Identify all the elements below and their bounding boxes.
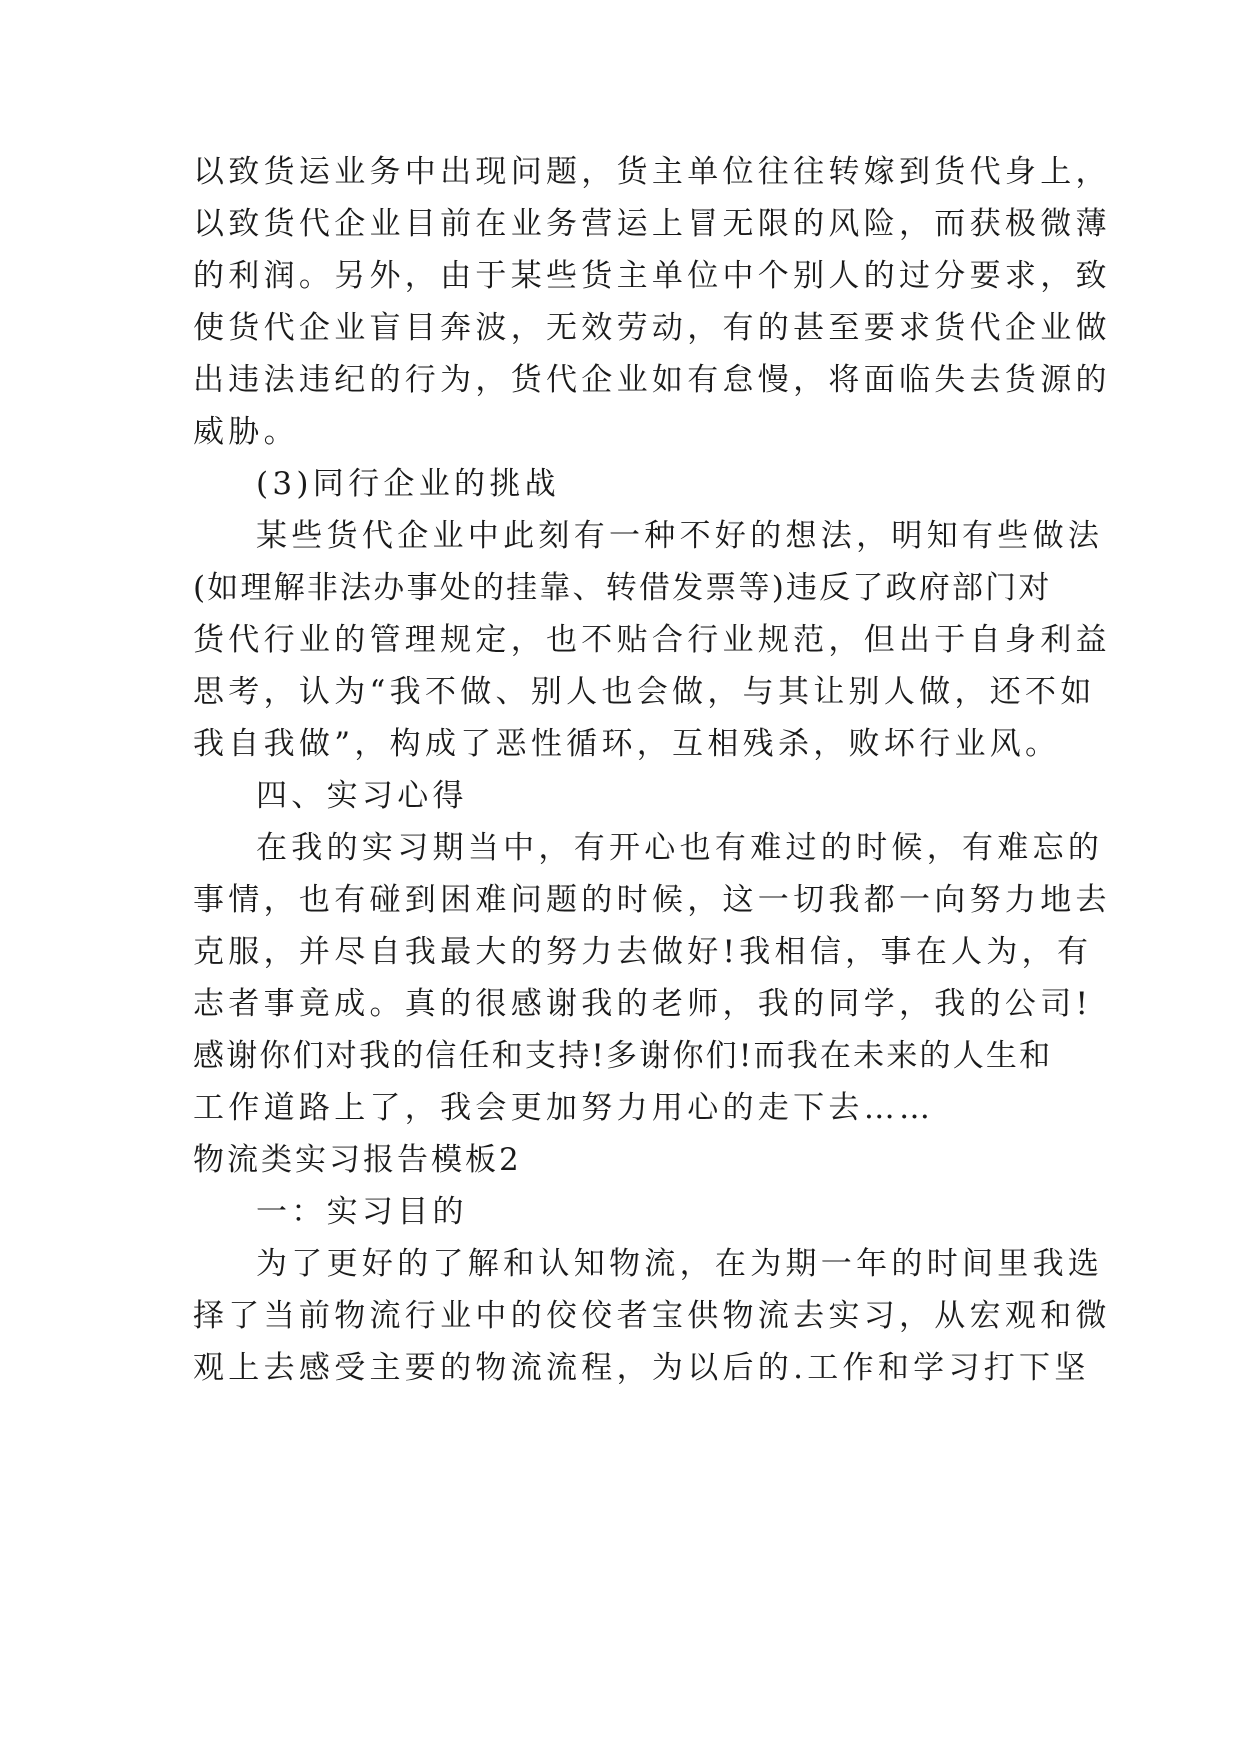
text-line: 志者事竟成。真的很感谢我的老师，我的同学，我的公司! bbox=[193, 986, 1093, 1022]
text-line: 我自我做”，构成了恶性循环，互相残杀，败坏行业风。 bbox=[193, 726, 1061, 762]
text-line: 货代行业的管理规定，也不贴合行业规范，但出于自身利益 bbox=[193, 622, 1111, 658]
text-line: 以致货运业务中出现问题，货主单位往往转嫁到货代身上， bbox=[193, 154, 1111, 190]
text-line: 在我的实习期当中，有开心也有难过的时候，有难忘的 bbox=[256, 830, 1104, 866]
text-line: 感谢你们对我的信任和支持!多谢你们!而我在未来的人生和 bbox=[193, 1038, 1053, 1074]
text-line: 克服，并尽自我最大的努力去做好!我相信，事在人为，有 bbox=[193, 934, 1093, 970]
text-line: 出违法违纪的行为，货代企业如有怠慢，将面临失去货源的 bbox=[193, 362, 1111, 398]
text-line: 工作道路上了，我会更加努力用心的走下去…… bbox=[193, 1090, 935, 1126]
text-line: 威胁。 bbox=[193, 414, 299, 450]
text-line: 择了当前物流行业中的佼佼者宝供物流去实习，从宏观和微 bbox=[193, 1298, 1111, 1334]
section-heading: 四、实习心得 bbox=[256, 778, 468, 814]
text-line: 的利润。另外，由于某些货主单位中个别人的过分要求，致 bbox=[193, 258, 1111, 294]
section-heading: 一：实习目的 bbox=[256, 1194, 468, 1230]
text-line: 使货代企业盲目奔波，无效劳动，有的甚至要求货代企业做 bbox=[193, 310, 1111, 346]
document-title: 物流类实习报告模板2 bbox=[193, 1142, 522, 1178]
text-line: 某些货代企业中此刻有一种不好的想法，明知有些做法 bbox=[256, 518, 1104, 554]
section-heading: (3)同行企业的挑战 bbox=[256, 466, 560, 502]
text-line: (如理解非法办事处的挂靠、转借发票等)违反了政府部门对 bbox=[193, 570, 1052, 606]
text-line: 观上去感受主要的物流流程，为以后的.工作和学习打下坚 bbox=[193, 1350, 1090, 1386]
text-line: 事情，也有碰到困难问题的时候，这一切我都一向努力地去 bbox=[193, 882, 1111, 918]
text-line: 以致货代企业目前在业务营运上冒无限的风险，而获极微薄 bbox=[193, 206, 1111, 242]
text-line: 为了更好的了解和认知物流，在为期一年的时间里我选 bbox=[256, 1246, 1104, 1282]
text-line: 思考，认为“我不做、别人也会做，与其让别人做，还不如 bbox=[193, 674, 1096, 710]
